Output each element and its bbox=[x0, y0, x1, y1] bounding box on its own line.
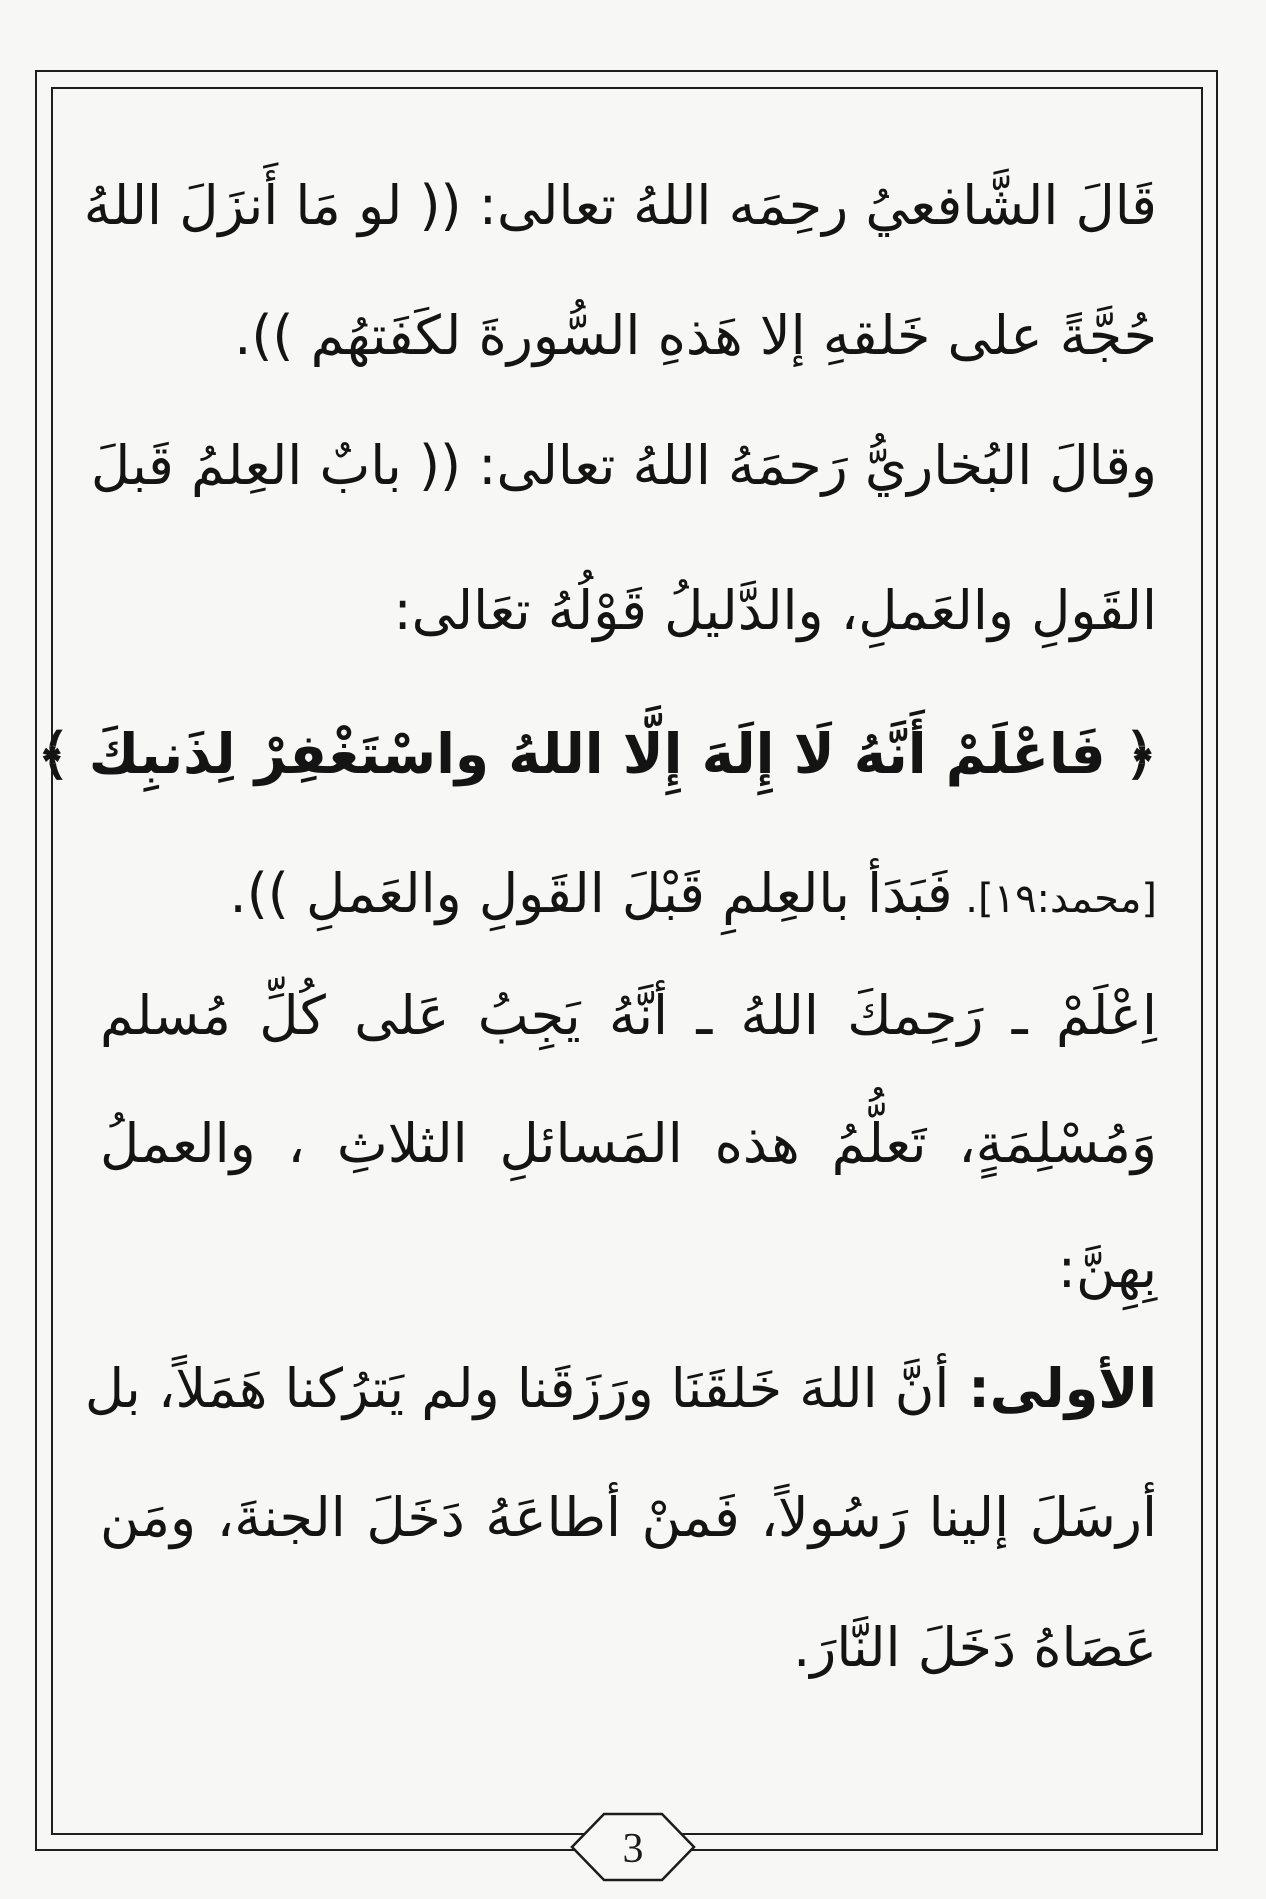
text-line bbox=[100, 828, 1157, 960]
page-number: 3 bbox=[622, 1826, 644, 1872]
text-line bbox=[83, 140, 1157, 272]
line-text: فَبَدَأ بالعِلمِ قَبْلَ القَولِ والعَملِ )). bbox=[229, 862, 953, 925]
line-text: ﴿ فَاعْلَمْ أَنَّهُ لَا إِلَهَ إِلَّا اللهُ واسْتَغْفِرْ لِذَنبِكَ ﴾ bbox=[37, 722, 1157, 786]
line-text: بِهِنَّ: bbox=[1057, 1237, 1157, 1300]
line-text: قَالَ الشَّافعيُ رحِمَه اللهُ تعالى: (( لو مَا أَنزَلَ اللهُ bbox=[83, 174, 1157, 237]
verse-line bbox=[37, 688, 1157, 820]
line-text: أرسَلَ إلينا رَسُولاً، فَمنْ أطاعَهُ دَخَلَ الجنةَ، ومَن bbox=[100, 1486, 1157, 1549]
line-text: عَصَاهُ دَخَلَ النَّارَ. bbox=[793, 1616, 1157, 1679]
line-text: وَمُسْلِمَةٍ، تَعلُّمُ هذه المَسائلِ الثلاثِ ، والعملُ bbox=[100, 1112, 1157, 1175]
text-line bbox=[100, 1452, 1157, 1584]
line-text: القَولِ والعَملِ، والدَّليلُ قَوْلُهُ تعَالى: bbox=[393, 579, 1157, 642]
text-line bbox=[100, 950, 1157, 1082]
text-line bbox=[90, 400, 1157, 532]
verse-reference: [محمد:١٩]. bbox=[952, 876, 1157, 922]
line-text: وقالَ البُخاريُّ رَحمَهُ اللهُ تعالى: (( بابٌ العِلمُ قَبلَ bbox=[90, 434, 1157, 497]
text-block bbox=[37, 0, 1157, 1800]
line-text: أنَّ اللهَ خَلقَنَا ورَزَقَنا ولم يَترُكنا هَمَلاً، بل bbox=[84, 1357, 950, 1420]
lead-word: الأولى: bbox=[949, 1357, 1157, 1420]
line-text: اِعْلَمْ ـ رَحِمكَ اللهُ ـ أنَّهُ يَجِبُ عَلى كُلِّ مُسلم bbox=[100, 984, 1157, 1047]
page-number-badge bbox=[568, 1810, 698, 1884]
text-line bbox=[100, 545, 1157, 677]
text-line bbox=[100, 1582, 1157, 1714]
line-text: حُجَّةً على خَلقهِ إلا هَذهِ السُّورةَ لكَفَتهُم )). bbox=[234, 304, 1157, 367]
text-line bbox=[84, 1323, 1157, 1455]
text-line bbox=[100, 1203, 1157, 1335]
text-line bbox=[100, 1078, 1157, 1210]
text-line bbox=[100, 270, 1157, 402]
